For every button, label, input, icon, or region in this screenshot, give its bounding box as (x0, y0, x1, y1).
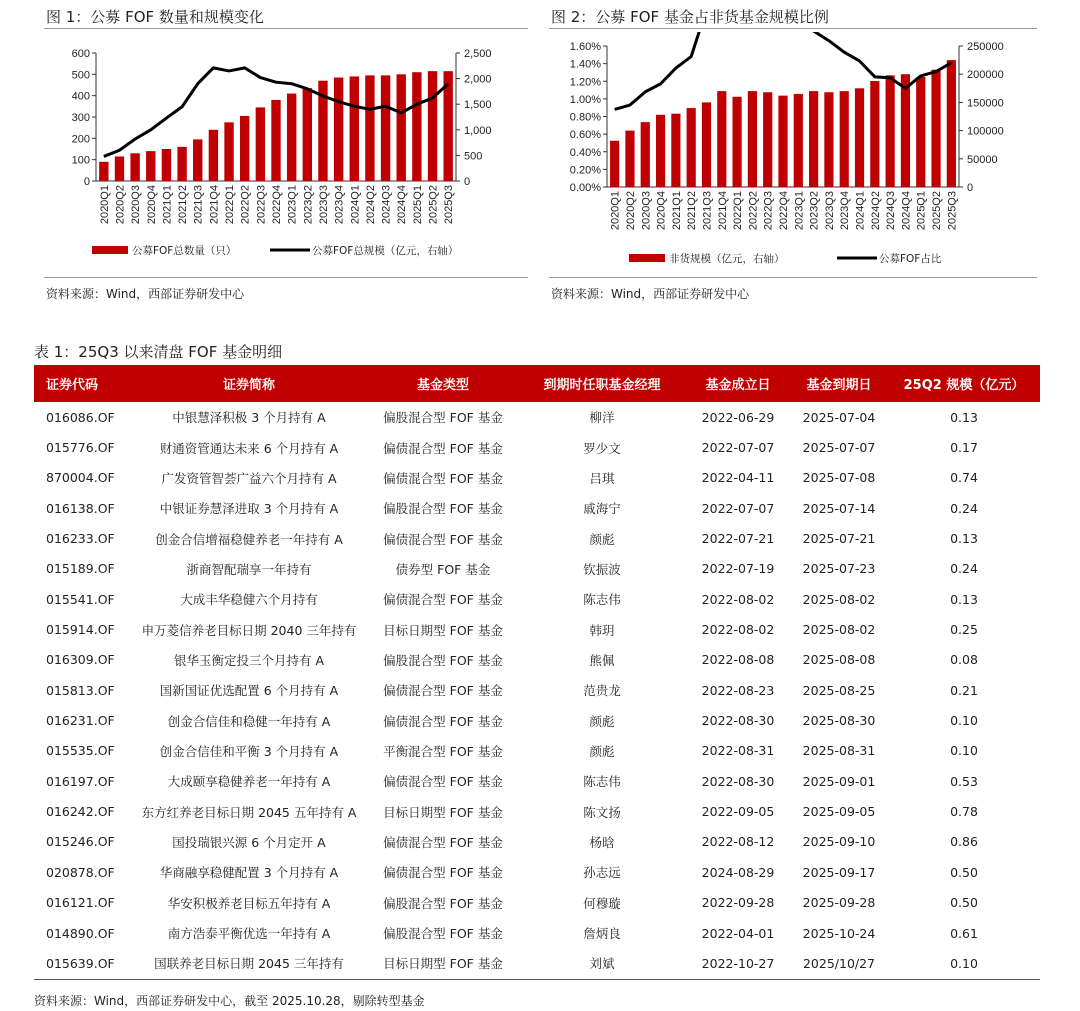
cell-name: 国联养老目标日期 2045 三年持有 (130, 948, 368, 979)
cell-type: 债券型 FOF 基金 (395, 561, 491, 577)
right-tick-label: 150000 (967, 97, 1004, 110)
legend-bar-label: 非货规模（亿元，右轴） (669, 253, 785, 265)
figure2-title-rule (549, 28, 1037, 29)
table-row (34, 857, 1040, 887)
cell-name: 财通资管通达未来 6 个月持有 A (159, 440, 339, 456)
table-row (34, 463, 1040, 493)
cell-code: 016121.OF (46, 895, 115, 911)
bar (794, 94, 803, 187)
x-tick-label: 2020Q1 (609, 191, 622, 231)
cell-end: 2025-07-04 (802, 409, 876, 425)
left-tick-label: 400 (71, 90, 90, 103)
table-row (34, 796, 1040, 826)
x-tick-label: 2025Q1 (915, 191, 928, 231)
bar (397, 74, 406, 181)
right-tick-label: 50000 (967, 153, 998, 166)
cell-name: 国投瑞银兴源 6 个月定开 A (172, 834, 326, 850)
bar (916, 77, 925, 187)
cell-manager: 孙志远 (583, 865, 621, 881)
cell-size: 0.13 (950, 591, 978, 607)
cell-type: 目标日期型 FOF 基金 (383, 804, 503, 820)
bar (130, 153, 139, 181)
bar (303, 88, 312, 181)
bar (656, 115, 665, 187)
cell-name: 创金合信佳和稳健一年持有 A (167, 713, 331, 729)
cell-start: 2022-09-28 (701, 895, 775, 911)
x-tick-label: 2021Q3 (701, 191, 714, 231)
left-tick-label: 200 (71, 133, 90, 146)
bar (256, 107, 265, 181)
cell-name: 国新国证优选配置 6 个月持有 A (159, 683, 339, 699)
cell-end: 2025-09-10 (802, 834, 876, 850)
x-tick-label: 2021Q4 (208, 185, 221, 225)
cell-start: 2022-07-07 (701, 440, 775, 456)
cell-code: 015639.OF (34, 948, 130, 979)
bar (641, 122, 650, 187)
bar (687, 108, 696, 187)
cell-manager: 范贵龙 (583, 683, 621, 699)
cell-name: 申万菱信养老目标日期 2040 三年持有 (141, 622, 357, 638)
cell-end: 2025-07-21 (802, 531, 876, 547)
left-tick-label: 0.60% (569, 129, 601, 142)
right-tick-label: 1,500 (464, 99, 492, 112)
bar (350, 76, 359, 181)
cell-code: 870004.OF (46, 470, 115, 486)
cell-type: 偏债混合型 FOF 基金 (383, 683, 503, 699)
cell-end: 2025-07-23 (802, 561, 876, 577)
x-tick-label: 2020Q4 (145, 185, 158, 225)
bar (177, 147, 186, 181)
cell-name: 创金合信增福稳健养老一年持有 A (155, 531, 343, 547)
bar (824, 92, 833, 187)
x-tick-label: 2020Q1 (98, 185, 111, 225)
figure2-title: 图 2：公募 FOF 基金占非货基金规模比例 (551, 8, 829, 26)
x-tick-label: 2022Q2 (239, 185, 252, 225)
cell-code: 016231.OF (46, 713, 115, 729)
left-tick-label: 100 (71, 154, 90, 167)
cell-end: 2025-10-24 (802, 925, 876, 941)
cell-name: 华安积极养老目标五年持有 A (167, 895, 331, 911)
header-type: 基金类型 (368, 365, 518, 402)
cell-code: 015914.OF (46, 622, 115, 638)
left-tick-label: 1.00% (569, 93, 601, 106)
cell-type: 目标日期型 FOF 基金 (383, 622, 503, 638)
left-tick-label: 1.40% (569, 58, 601, 71)
x-tick-label: 2021Q4 (716, 191, 729, 231)
table-row (34, 523, 1040, 553)
table-row (34, 766, 1040, 796)
bar (855, 88, 864, 187)
fund-table (34, 365, 1040, 980)
cell-type: 偏债混合型 FOF 基金 (383, 531, 503, 547)
cell-type: 偏债混合型 FOF 基金 (383, 592, 503, 608)
bar (931, 70, 940, 187)
cell-code: 014890.OF (46, 925, 115, 941)
cell-manager: 杨晗 (589, 834, 615, 850)
cell-end: 2025-08-02 (802, 591, 876, 607)
bar (287, 94, 296, 181)
bar (610, 141, 619, 187)
table-row (34, 493, 1040, 523)
cell-start: 2022-07-19 (701, 561, 775, 577)
cell-start: 2022-08-23 (701, 682, 775, 698)
x-tick-label: 2023Q4 (839, 191, 852, 231)
cell-code: 015776.OF (46, 440, 115, 456)
table-row (34, 918, 1040, 948)
x-tick-label: 2020Q3 (640, 191, 653, 231)
bar (115, 156, 124, 181)
bar (886, 75, 895, 187)
x-tick-label: 2025Q2 (931, 191, 944, 231)
cell-size: 0.13 (950, 409, 978, 425)
x-tick-label: 2024Q2 (869, 191, 882, 231)
bar (240, 116, 249, 181)
cell-name: 创金合信佳和平衡 3 个月持有 A (159, 743, 339, 759)
x-tick-label: 2022Q3 (255, 185, 268, 225)
cell-name: 中银慧泽积极 3 个月持有 A (172, 410, 326, 426)
bar (193, 139, 202, 181)
right-tick-label: 100000 (967, 125, 1004, 138)
cell-manager: 柳洋 (589, 410, 615, 426)
right-tick-label: 0 (464, 176, 471, 188)
cell-manager: 戚海宁 (583, 501, 621, 517)
cell-start: 2022-08-02 (701, 622, 775, 638)
cell-type: 偏债混合型 FOF 基金 (383, 470, 503, 486)
left-tick-label: 1.20% (569, 76, 601, 89)
cell-type: 偏股混合型 FOF 基金 (383, 926, 503, 942)
x-tick-label: 2024Q4 (900, 191, 913, 231)
x-tick-label: 2020Q3 (130, 185, 143, 225)
x-tick-label: 2024Q1 (854, 191, 867, 231)
cell-size: 0.78 (950, 804, 978, 820)
x-tick-label: 2024Q3 (380, 185, 393, 225)
table-row (34, 736, 1040, 766)
cell-name: 大成丰华稳健六个月持有 (180, 592, 318, 608)
cell-manager: 何穆璇 (583, 895, 621, 911)
cell-end: 2025-07-07 (802, 440, 876, 456)
cell-type: 目标日期型 FOF 基金 (368, 948, 518, 979)
cell-size: 0.53 (950, 773, 978, 789)
cell-name: 中银证券慧泽进取 3 个月持有 A (159, 501, 339, 517)
cell-code: 016309.OF (46, 652, 115, 668)
cell-name: 银华玉衡定投三个月持有 A (173, 652, 325, 668)
bar (732, 97, 741, 187)
cell-size: 0.86 (950, 834, 978, 850)
header-start: 基金成立日 (686, 365, 790, 402)
cell-start: 2022-07-21 (701, 531, 775, 547)
bar (209, 130, 218, 181)
legend-bar-swatch (629, 254, 665, 262)
cell-manager: 韩玥 (589, 622, 615, 638)
table-row (34, 614, 1040, 644)
right-tick-label: 1,000 (464, 124, 492, 137)
bar (809, 91, 818, 187)
cell-end: 2025-08-08 (802, 652, 876, 668)
cell-name: 广发资管智荟广益六个月持有 A (161, 470, 337, 486)
cell-start: 2022-08-30 (701, 773, 775, 789)
cell-start: 2022-08-02 (701, 591, 775, 607)
x-tick-label: 2023Q1 (286, 184, 299, 225)
bar (901, 74, 910, 187)
cell-start: 2022-06-29 (701, 409, 775, 425)
cell-manager: 陈志伟 (583, 774, 621, 790)
left-tick-label: 0 (83, 176, 90, 188)
x-tick-label: 2022Q1 (732, 191, 745, 231)
right-tick-label: 500 (464, 150, 483, 163)
left-tick-label: 500 (71, 69, 90, 82)
cell-name: 南方浩泰平衡优选一年持有 A (167, 926, 331, 942)
x-tick-label: 2023Q2 (302, 185, 315, 225)
right-tick-label: 200000 (967, 69, 1004, 82)
x-tick-label: 2020Q4 (655, 191, 668, 231)
x-tick-label: 2025Q3 (443, 185, 456, 225)
left-tick-label: 1.60% (569, 41, 601, 53)
cell-size: 0.61 (950, 925, 978, 941)
cell-code: 015535.OF (46, 743, 115, 759)
header-size: 25Q2 规模（亿元） (888, 365, 1040, 402)
bar (778, 96, 787, 187)
cell-end: 2025-08-30 (802, 713, 876, 729)
x-tick-label: 2022Q2 (747, 191, 760, 231)
cell-end: 2025-07-14 (802, 500, 876, 516)
table-row (34, 675, 1040, 705)
cell-manager: 颜彪 (589, 531, 615, 547)
cell-type: 偏债混合型 FOF 基金 (383, 865, 503, 881)
bar (748, 91, 757, 187)
cell-name: 华商融享稳健配置 3 个月持有 A (159, 865, 339, 881)
cell-code: 016086.OF (46, 409, 115, 425)
figure2-source: 资料来源：Wind，西部证券研发中心 (551, 287, 750, 301)
x-tick-label: 2023Q3 (823, 191, 836, 231)
bar (671, 114, 680, 187)
cell-size: 0.24 (950, 561, 978, 577)
table-footnote: 资料来源：Wind，西部证券研发中心，截至 2025.10.28，剔除转型基金 (34, 994, 425, 1008)
header-end: 基金到期日 (790, 365, 888, 402)
cell-code: 020878.OF (46, 864, 115, 880)
cell-manager: 罗少文 (583, 440, 621, 456)
figure2-chart (549, 32, 1037, 272)
table-header-row (34, 365, 1040, 402)
figure1-source: 资料来源：Wind，西部证券研发中心 (46, 287, 245, 301)
bar (625, 131, 634, 187)
right-tick-label: 250000 (967, 41, 1004, 53)
x-tick-label: 2024Q4 (396, 185, 409, 225)
cell-size: 0.50 (950, 895, 978, 911)
cell-type: 偏股混合型 FOF 基金 (383, 410, 503, 426)
cell-type: 偏股混合型 FOF 基金 (383, 501, 503, 517)
table-row (34, 948, 1040, 979)
table-row (34, 705, 1040, 735)
cell-code: 015246.OF (46, 834, 115, 850)
bar (702, 102, 711, 187)
x-tick-label: 2025Q1 (411, 185, 424, 225)
bar (717, 91, 726, 187)
cell-manager: 颜彪 (589, 743, 615, 759)
cell-size: 0.50 (950, 864, 978, 880)
cell-code: 016242.OF (46, 804, 115, 820)
cell-end: 2025-08-31 (802, 743, 876, 759)
cell-start: 2022-04-11 (701, 470, 775, 486)
x-tick-label: 2024Q3 (885, 191, 898, 231)
left-tick-label: 0.40% (569, 146, 601, 159)
x-tick-label: 2021Q2 (686, 191, 699, 231)
x-tick-label: 2023Q3 (317, 185, 330, 225)
left-tick-label: 300 (71, 112, 90, 124)
cell-size: 0.13 (950, 531, 978, 547)
cell-end: 2025-08-02 (802, 622, 876, 638)
bar (840, 91, 849, 187)
bar (412, 72, 421, 181)
cell-size: 0.10 (950, 743, 978, 759)
x-tick-label: 2022Q4 (271, 185, 283, 225)
legend-bar-label: 公募FOF总数量（只） (132, 245, 237, 257)
table-row (34, 432, 1040, 462)
cell-size: 0.21 (950, 682, 978, 698)
cell-code: 016233.OF (46, 531, 115, 547)
bar (146, 151, 155, 181)
cell-type: 平衡混合型 FOF 基金 (383, 743, 503, 759)
x-tick-label: 2022Q3 (762, 191, 775, 231)
x-tick-label: 2022Q1 (224, 185, 237, 225)
left-tick-label: 0.00% (569, 182, 601, 194)
cell-type: 偏债混合型 FOF 基金 (383, 834, 503, 850)
cell-end: 2025-09-17 (802, 864, 876, 880)
x-tick-label: 2024Q1 (349, 185, 362, 225)
left-tick-label: 600 (71, 48, 90, 60)
x-tick-label: 2023Q1 (793, 191, 806, 231)
cell-start: 2022-09-05 (701, 804, 775, 820)
table-row (34, 827, 1040, 857)
table-row (34, 584, 1040, 614)
cell-type: 偏股混合型 FOF 基金 (383, 652, 503, 668)
legend-line-label: 公募FOF占比 (879, 253, 942, 265)
cell-name: 大成颐享稳健养老一年持有 A (167, 774, 331, 790)
header-name: 证券简称 (130, 365, 368, 402)
cell-manager: 刘斌 (518, 948, 686, 979)
cell-size: 0.25 (950, 622, 978, 638)
cell-start: 2022-07-07 (701, 500, 775, 516)
cell-type: 偏债混合型 FOF 基金 (383, 713, 503, 729)
cell-manager: 钦振波 (583, 561, 621, 577)
cell-end: 2025-09-28 (802, 895, 876, 911)
cell-size: 0.08 (950, 652, 978, 668)
cell-size: 0.10 (888, 948, 1040, 979)
cell-size: 0.17 (950, 440, 978, 456)
right-tick-label: 2,500 (464, 48, 492, 60)
left-tick-label: 0.20% (569, 164, 601, 177)
table-row (34, 888, 1040, 918)
table-row (34, 402, 1040, 432)
cell-type: 偏股混合型 FOF 基金 (383, 895, 503, 911)
legend-bar-swatch (92, 246, 128, 254)
cell-end: 2025/10/27 (790, 948, 888, 979)
cell-size: 0.74 (950, 470, 978, 486)
table-body (34, 402, 1040, 979)
header-code: 证券代码 (34, 365, 130, 402)
x-tick-label: 2024Q2 (364, 185, 377, 225)
cell-code: 016138.OF (46, 500, 115, 516)
figure1-chart (44, 32, 528, 267)
x-tick-label: 2025Q3 (946, 191, 959, 231)
cell-manager: 吕琪 (589, 470, 615, 486)
cell-size: 0.24 (950, 500, 978, 516)
figure1-source-rule (44, 277, 528, 278)
cell-code: 015189.OF (46, 561, 115, 577)
cell-start: 2022-08-31 (701, 743, 775, 759)
bar (271, 100, 280, 181)
x-tick-label: 2020Q2 (114, 185, 127, 225)
cell-start: 2022-08-30 (701, 713, 775, 729)
x-tick-label: 2021Q2 (177, 185, 190, 225)
x-tick-label: 2023Q2 (808, 191, 821, 231)
x-tick-label: 2021Q1 (161, 185, 174, 225)
cell-start: 2022-08-08 (701, 652, 775, 668)
cell-code: 015813.OF (46, 682, 115, 698)
cell-end: 2025-08-25 (802, 682, 876, 698)
bar (763, 92, 772, 187)
cell-manager: 詹炳良 (583, 926, 621, 942)
table-row (34, 645, 1040, 675)
figure2-source-rule (549, 277, 1037, 278)
header-manager: 到期时任职基金经理 (518, 365, 686, 402)
x-tick-label: 2021Q3 (192, 185, 205, 225)
bar (224, 122, 233, 181)
x-tick-label: 2025Q2 (427, 185, 440, 225)
cell-start: 2022-08-12 (701, 834, 775, 850)
x-tick-label: 2021Q1 (670, 191, 683, 231)
bar (870, 81, 879, 187)
x-tick-label: 2023Q4 (333, 185, 346, 225)
cell-end: 2025-09-01 (802, 773, 876, 789)
right-tick-label: 0 (967, 182, 974, 194)
cell-size: 0.10 (950, 713, 978, 729)
bar (947, 60, 956, 187)
cell-name: 东方红养老目标日期 2045 五年持有 A (141, 804, 357, 820)
cell-name: 浙商智配瑞享一年持有 (186, 561, 312, 577)
table-title: 表 1：25Q3 以来清盘 FOF 基金明细 (34, 343, 283, 361)
cell-start: 2022-10-27 (686, 948, 790, 979)
x-tick-label: 2020Q2 (624, 191, 637, 231)
bar (162, 149, 171, 181)
bar (334, 78, 343, 181)
cell-start: 2022-04-01 (701, 925, 775, 941)
cell-manager: 陈文扬 (583, 804, 621, 820)
figure1-title: 图 1：公募 FOF 数量和规模变化 (46, 8, 264, 26)
right-tick-label: 2,000 (464, 73, 492, 86)
cell-manager: 颜彪 (589, 713, 615, 729)
table-row (34, 554, 1040, 584)
cell-end: 2025-09-05 (802, 804, 876, 820)
cell-code: 016197.OF (46, 773, 115, 789)
cell-end: 2025-07-08 (802, 470, 876, 486)
bar (381, 75, 390, 181)
bar (99, 162, 108, 181)
cell-type: 偏债混合型 FOF 基金 (383, 440, 503, 456)
bar (365, 75, 374, 181)
cell-start: 2024-08-29 (701, 864, 775, 880)
cell-type: 偏债混合型 FOF 基金 (383, 774, 503, 790)
cell-manager: 陈志伟 (583, 592, 621, 608)
cell-code: 015541.OF (46, 591, 115, 607)
cell-manager: 熊佩 (589, 652, 615, 668)
bar (428, 71, 437, 181)
x-tick-label: 2022Q4 (778, 191, 790, 231)
figure1-title-rule (44, 28, 528, 29)
legend-line-label: 公募FOF总规模（亿元，右轴） (312, 245, 459, 257)
left-tick-label: 0.80% (569, 111, 601, 124)
